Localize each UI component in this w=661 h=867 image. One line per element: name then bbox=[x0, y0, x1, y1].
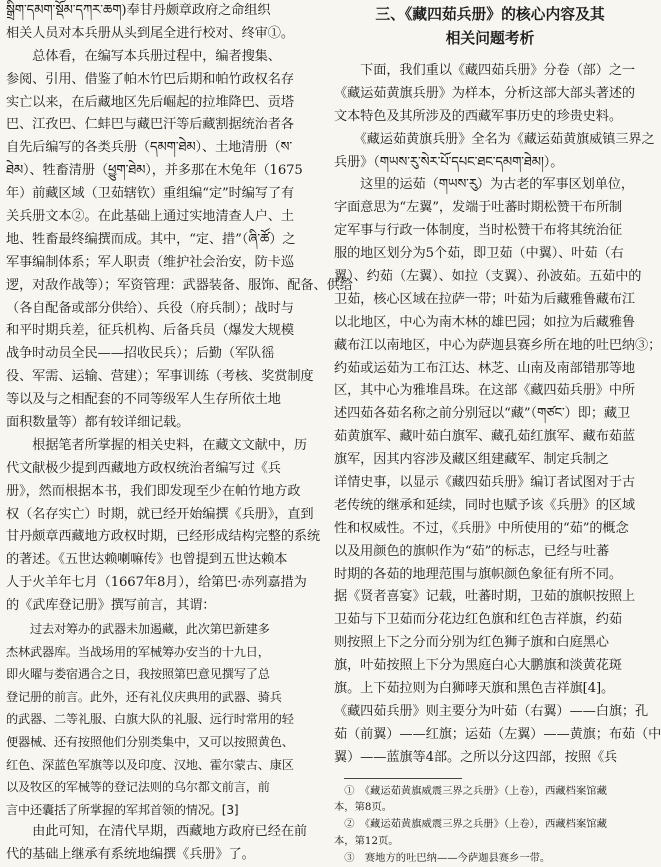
text-line: 兵册》（གཡས་རུ་སེར་པོ་དཔང་ཐང་དམག་ཐེམ།）。 bbox=[334, 154, 564, 170]
text-line: 以北地区，中心为南木林的雄巴园；如拉为后藏雅鲁 bbox=[334, 314, 636, 330]
text-line: 的著述。《五世达赖喇嘛传》也曾提到五世达赖本 bbox=[6, 552, 288, 568]
text-line: 服的地区划分为5个茹，即卫茹（中翼）、叶茹（右 bbox=[334, 246, 624, 262]
text-line: （各自配备或部分供给）、兵役（府兵制）；战时与 bbox=[6, 300, 294, 316]
text-line: 根据笔者所掌握的相关史料，在藏文文献中，历 bbox=[6, 437, 308, 453]
text-line: 旗。上下茹拉则为白狮哮天旗和黑色吉祥旗[4]。 bbox=[334, 681, 615, 697]
text-line: 自先后编写的各类兵册（དམག་ཐེམ）、土地清册（ས་ bbox=[6, 140, 293, 156]
text-line: 关兵册文本②。在此基础上通过实地清查人户、土 bbox=[6, 209, 294, 225]
text-line: 下面，我们重以《藏四茹兵册》分卷（部）之一 bbox=[334, 63, 636, 78]
text-line: 代的基础上继承有系统地编撰《兵册》了。 bbox=[6, 847, 255, 863]
text-line: 总体看，在编写本兵册过程中，编者搜集、 bbox=[6, 48, 281, 64]
text-line: 《藏四茹兵册》则主要分为叶茹（右翼）——白旗；孔 bbox=[334, 703, 649, 719]
text-line: 老传统的继承和延续，同时也赋予该《兵册》的区域 bbox=[334, 497, 636, 513]
text-line: 人于火羊年七月（1667年8月），给第巴·赤列嘉措为 bbox=[6, 575, 307, 591]
heading-line: 相关问题考析 bbox=[445, 30, 535, 47]
text-line: 的《武库登记册》撰写前言，其谓： bbox=[6, 598, 216, 614]
text-line: 字面意思为“左翼”，发端于吐蕃时期松赞干布所制 bbox=[334, 200, 623, 216]
right-body-text bbox=[334, 60, 661, 770]
footnote-line: 本，第8页。 bbox=[334, 801, 393, 814]
text-line: 卫茹与下卫茹而分花边红色旗和红色吉祥旗，约茹 bbox=[334, 612, 622, 628]
text-line: 翼）——蓝旗等4部。之所以分这四部，按照《兵 bbox=[334, 749, 618, 765]
text-line: 相关人员对本兵册从头到尾全进行校对、终审①。 bbox=[6, 25, 294, 41]
quote-line: 以及牧区的军械等的登记法则的乌尔都文前言，前 bbox=[6, 780, 270, 795]
text-line: 卫茹，核心区域在拉萨一带；叶茹为后藏雅鲁藏布江 bbox=[334, 291, 636, 307]
text-line: 翼）、约茹（左翼）、如拉（支翼）、孙波茹。五茹中的 bbox=[334, 269, 642, 285]
footnote-line: ③ 赛地方的吐巴纳——今萨迦县赛乡一带。 bbox=[334, 851, 551, 864]
quote-line: 即火曜与娄宿遇合之日，我按照第巴意见撰写了总 bbox=[6, 667, 270, 682]
heading-line: 三、《藏四茹兵册》的核心内容及其 bbox=[375, 6, 605, 23]
footnote-line: ① 《藏运茹黄旗威震三界之兵册》（上卷），西藏档案馆藏 bbox=[334, 784, 607, 797]
text-line: 实亡以来，在后藏地区先后崛起的拉堆降巴、贡塔 bbox=[6, 94, 294, 110]
text-line: 时期的各茹的地理范围与旗帜颜色象征有所不同。 bbox=[334, 566, 622, 582]
quote-line: 言中还囊括了所掌握的军邦首领的情况。[3] bbox=[6, 802, 239, 817]
text-line: ཐེམ）、牲畜清册（ཕྱུག་ཐེམ），并多那在木兔年（1675 bbox=[6, 163, 303, 179]
text-line: 《藏运茹黄旗兵册》全名为《藏运茹黄旗威镇三界之 bbox=[334, 131, 655, 147]
text-line: 地、牲畜最终编撰而成。其中，“定、措”（ཞི་ཚོ）之 bbox=[6, 231, 296, 247]
section-heading bbox=[334, 3, 646, 51]
text-line: 《藏运茹黄旗兵册》为样本，分析这部大部头著述的 bbox=[334, 85, 636, 101]
text-line: 代文献极少提到西藏地方政权统治者编写过《兵 bbox=[6, 460, 281, 476]
footnote-line: 本，第12页。 bbox=[334, 835, 399, 847]
text-line: 详情史事，以显示《藏四茹兵册》编订者试图对于古 bbox=[334, 475, 636, 491]
text-line: 茹黄旗军、藏叶茹白旗军、藏孔茹红旗军、藏布茹蓝 bbox=[334, 429, 636, 445]
text-line: 约茹或运茹为工布江达、林芝、山南及南部错那等地 bbox=[334, 360, 636, 376]
text-line: 册》，然而根据本书，我们即发现至少在帕竹地方政 bbox=[6, 483, 301, 499]
left-closing-paragraph bbox=[6, 821, 312, 867]
text-line: 参阅、引用、借鉴了帕木竹巴后期和帕竹政权名存 bbox=[6, 71, 294, 87]
text-line: 由此可知，在清代早期，西藏地方政府已经在前 bbox=[6, 824, 308, 840]
text-line: 述四茹各茹名称之前分别冠以“藏”（གཙང་）即；藏卫 bbox=[334, 406, 631, 422]
text-line: 文本特色及其所涉及的西藏军事历史的珍贵史料。 bbox=[334, 108, 622, 124]
text-line: 和平时期兵差，征兵机构、后备兵员（爆发大规模 bbox=[6, 323, 294, 339]
footnotes bbox=[334, 783, 646, 867]
text-line: 据《贤者喜宴》记载，吐蕃时期，卫茹的旗帜按照上 bbox=[334, 589, 636, 605]
text-line: 巴、江孜巴、仁蚌巴与藏巴汗等后藏割据统治者各 bbox=[6, 117, 294, 133]
text-line: 年）前藏区域（卫茹辖钦）重组编“定”时编写了有 bbox=[6, 186, 295, 202]
text-line: 藏布江以南地区，中心为萨迦县赛乡所在地的吐巴纳③； bbox=[334, 337, 661, 353]
left-body-text bbox=[6, 0, 353, 618]
text-line: 役、军需、运输、营建）；军事训练（考核、奖赏制度 bbox=[6, 369, 314, 385]
text-line: 军事编制体系；军人职责（维护社会治安，防卡巡 bbox=[6, 254, 294, 270]
block-quote bbox=[6, 618, 312, 821]
text-line: 旗，叶茹按照上下分为黑庭白心大鹏旗和淡黄花斑 bbox=[334, 658, 622, 674]
text-line: 旗军，因其内容涉及藏区组建藏军、制定兵制之 bbox=[334, 452, 609, 468]
text-line: 战争时动员全民——招收民兵）；后勤（军队徭 bbox=[6, 346, 275, 362]
text-line: 甘丹颇章西藏地方政权时期，已经形成结构完整的系统 bbox=[6, 529, 321, 545]
text-line: 以及用颜色的旗帜作为“茹”的标志，已经与吐蕃 bbox=[334, 543, 610, 559]
quote-line: 过去对筹办的武器未加遏藏，此次第巴新建多 bbox=[6, 622, 270, 637]
quote-line: 红色、深蓝色军旗等以及印度、汉地、霍尔蒙古、康区 bbox=[6, 757, 294, 772]
quote-line: 杰林武器库。当战场用的军械筹办安当的十九日， bbox=[6, 644, 270, 659]
text-line: 权（名存实亡）时期，就已经开始编撰《兵册》，直到 bbox=[6, 506, 314, 522]
text-line: 逻，对敌作战等）；军资管理：武器装备、服饰、配备、供给 bbox=[6, 277, 353, 293]
text-line: 面积数量等）都有较详细记载。 bbox=[6, 415, 190, 431]
footnote-line: ② 《藏运茹黄旗威震三界之兵册》（上卷），西藏档案馆藏 bbox=[334, 818, 607, 831]
text-line: 区，其中心为雅堆昌珠。在这部《藏四茹兵册》中所 bbox=[334, 383, 636, 399]
left-column bbox=[6, 0, 353, 867]
text-line: 性和权威性。不过，《兵册》中所使用的“茹”的概念 bbox=[334, 520, 629, 536]
text-line: 定军事与行政一体制度，当时松赞干布将其统治征 bbox=[334, 223, 622, 239]
text-line: 则按照上下之分而分别为红色狮子旗和白庭黑心 bbox=[334, 635, 609, 651]
quote-line: 便器械、还有按照他们分别类集中，又可以按照黄色、 bbox=[6, 735, 294, 750]
text-line: 这里的运茹（གཡས་རུ）为古老的军事区划单位， bbox=[334, 177, 634, 193]
quote-line: 登记册的前言。此外，还有礼仪庆典用的武器、骑兵 bbox=[6, 689, 282, 704]
footnote-divider bbox=[344, 778, 462, 779]
right-column bbox=[334, 0, 661, 867]
text-line: 等以及与之相配套的不同等级军人生存所依土地 bbox=[6, 392, 281, 408]
quote-line: 的武器、二等礼服、白旗大队的礼服、远行时常用的轻 bbox=[6, 712, 294, 727]
text-line: སྒྲིག་དམག་སྡོམ་དཀར་ཆག)奉甘丹颇章政府之命组织 bbox=[6, 3, 271, 18]
text-line: 茹（前翼）——红旗；运茹（左翼）——黄旗；布茹（中 bbox=[334, 726, 661, 742]
